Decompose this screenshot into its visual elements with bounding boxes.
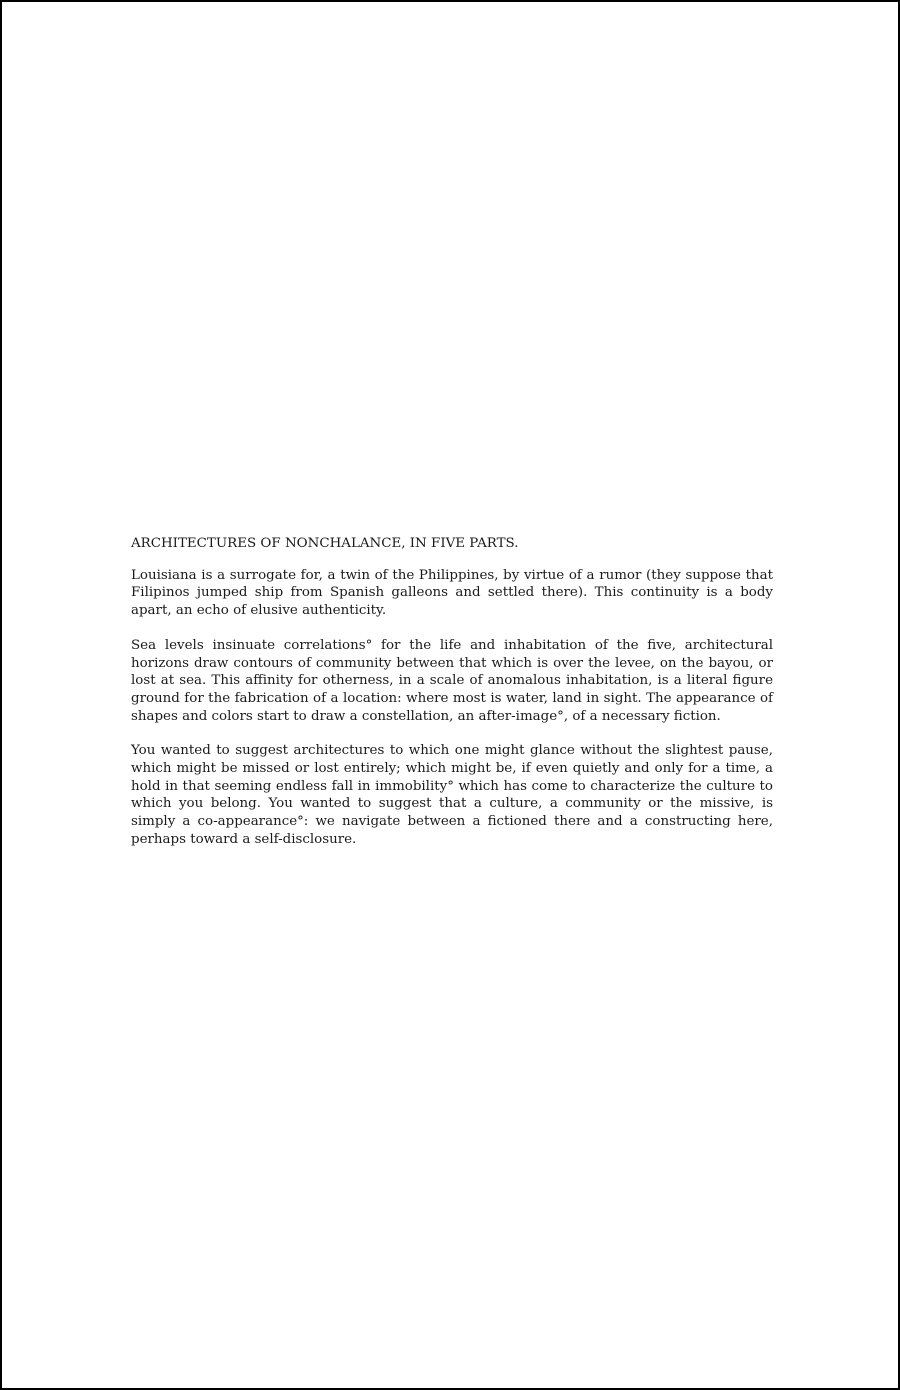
paragraph-3: You wanted to suggest architectures to which one might glance without the slightest pause, which might be missed or lost entirely; which might be, if even quietly and only for a time, a hold in that seeming endless fall in immobility° which has come to characterize the culture to which you belong. You wanted to suggest that a culture, a community or the missive, is simply a co-appearance°: we navigate between a fictioned there and a constructing here, perhaps toward a self-disclosure. — [131, 743, 773, 847]
paragraph-1: Louisiana is a surrogate for, a twin of the Philippines, by virtue of a rumor (they suppose that Filipinos jumped ship from Spanish galleons and settled there). This continuity is a body apart, an echo of elusive authenticity. — [131, 567, 773, 619]
paragraph-2: Sea levels insinuate correlations° for the life and inhabitation of the five, architectural horizons draw contours of community between that which is over the levee, on the bayou, or lost at sea. This affinity for otherness, in a scale of anomalous inhabitation, is a literal figure ground for the fabrication of a location: where most is water, land in sight. The appearance of shapes and colors start to draw a constellation, an after-image°, of a necessary fiction. — [131, 637, 773, 724]
document-title: ARCHITECTURES OF NONCHALANCE, IN FIVE PARTS. — [131, 536, 519, 551]
text-block — [131, 535, 773, 866]
